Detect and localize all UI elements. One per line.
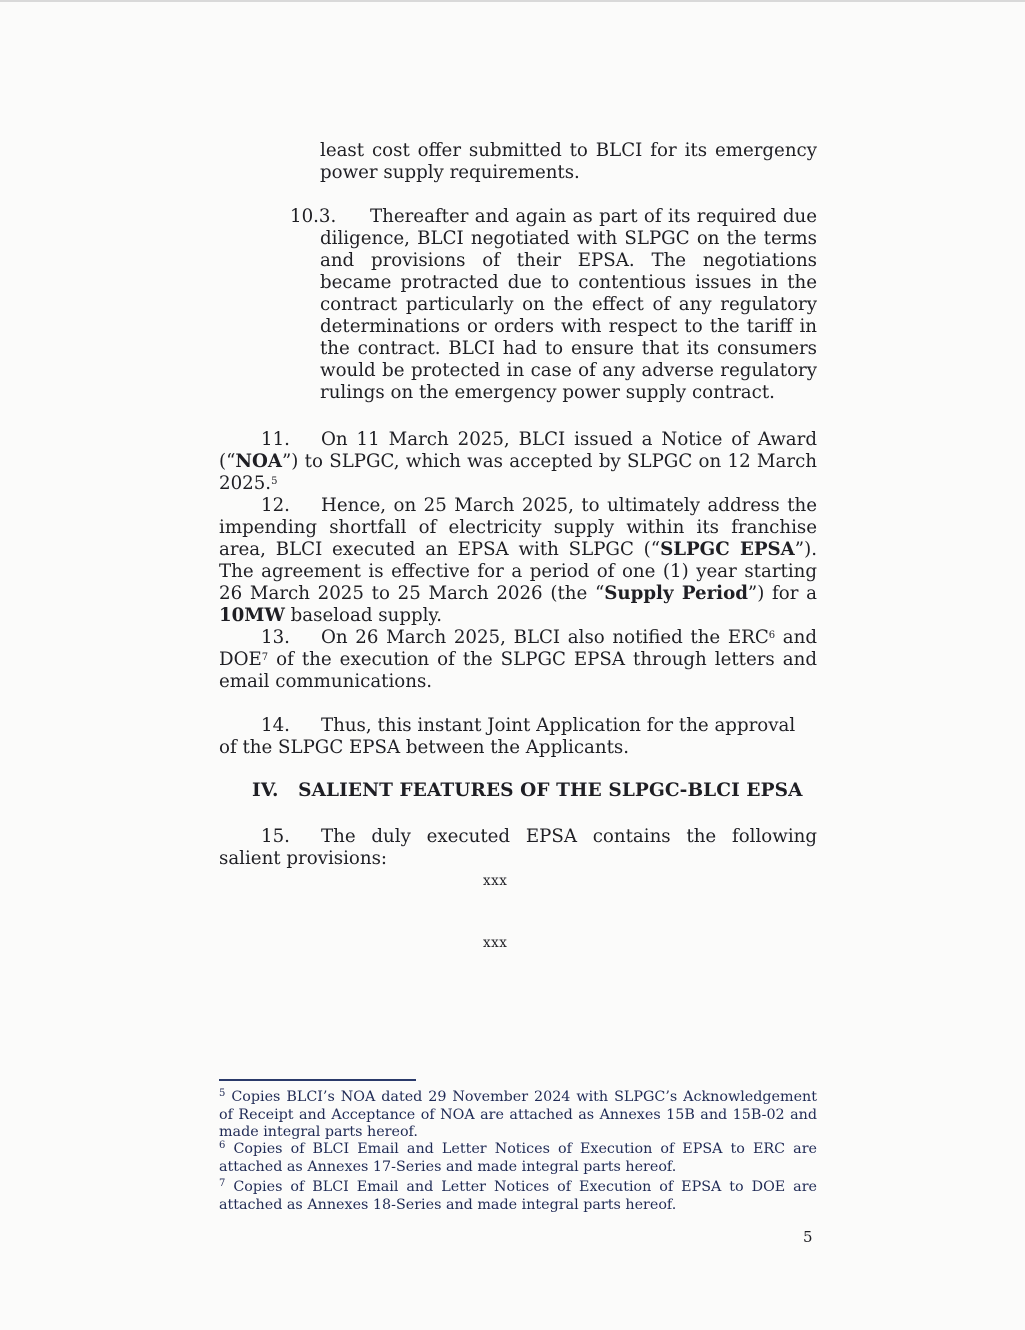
footnote-ref: 5 bbox=[271, 476, 278, 487]
section-heading bbox=[252, 780, 803, 801]
footnote-number: 7 bbox=[219, 1178, 226, 1189]
footnote-text: Copies of BLCI Email and Letter Notices of Execution of EPSA to DOE are attached as Annexes 18-Series and made integral parts hereof. bbox=[219, 1179, 818, 1213]
paragraph-text: On 26 March 2025, BLCI also notified the ERC bbox=[321, 627, 769, 648]
footnote-separator bbox=[219, 1079, 416, 1081]
paragraph-text: Thus, this instant Joint Application for the approval of the SLPGC EPSA between the Applicants. bbox=[219, 715, 796, 758]
section-number: IV. bbox=[252, 780, 279, 801]
section-title: SALIENT FEATURES OF THE SLPGC-BLCI EPSA bbox=[298, 780, 803, 801]
paragraph-text: ”) for a bbox=[747, 583, 817, 604]
paragraph-text: Thereafter and again as part of its required due diligence, BLCI negotiated with SLPGC on the terms and provisions of their EPSA. The negotiations became protracted due to contentious issues in the contract particularly on the effect of any regulatory determinations or orders with respect to the tariff in the contract. BLCI had to ensure that its consumers would be protected in case of any adverse regulatory rulings on the emergency power supply contract. bbox=[320, 206, 817, 403]
paragraph-15 bbox=[219, 826, 817, 870]
paragraph-text: ”). The agreement is effective for a period of one (1) year starting 26 March 2025 to 25 March 2026 (the “ bbox=[219, 539, 817, 604]
capacity-value: 10MW bbox=[219, 605, 285, 626]
paragraph-text: The duly executed EPSA contains the following salient provisions: bbox=[219, 826, 817, 869]
paragraph-number: 11. bbox=[261, 429, 290, 450]
defined-term-noa: NOA bbox=[235, 451, 282, 472]
footnote-7 bbox=[219, 1179, 817, 1214]
footnote-ref: 6 bbox=[768, 630, 776, 641]
paragraph-10-3 bbox=[290, 206, 817, 404]
paragraph-text: baseload supply. bbox=[284, 605, 443, 626]
paragraph-number: 15. bbox=[261, 826, 290, 847]
paragraph-text: On 11 March 2025, BLCI issued a Notice of Award (“ bbox=[219, 429, 817, 472]
footnote-6 bbox=[219, 1141, 817, 1176]
defined-term-slpgc-epsa: SLPGC EPSA bbox=[660, 539, 795, 560]
paragraph-text: Hence, on 25 March 2025, to ultimately address the impending shortfall of electricity supply within its franchise area, BLCI executed an EPSA with SLPGC (“ bbox=[219, 495, 817, 560]
paragraph-10-2-tail: least cost offer submitted to BLCI for its emergency power supply requirements. bbox=[320, 140, 817, 183]
footnote-text: Copies of BLCI Email and Letter Notices of Execution of EPSA to ERC are attached as Annexes 17-Series and made integral parts hereof. bbox=[219, 1141, 817, 1175]
paragraph-number: 14. bbox=[261, 715, 290, 736]
omission-marker: xxx bbox=[483, 935, 508, 951]
paragraph-12 bbox=[219, 495, 817, 627]
paragraph-number: 13. bbox=[261, 627, 290, 648]
paragraph-text: and DOE bbox=[219, 627, 817, 670]
defined-term-supply-period: Supply Period bbox=[604, 583, 748, 604]
paragraph-text: of the execution of the SLPGC EPSA through letters and email communications. bbox=[219, 649, 817, 692]
footnote-ref: 7 bbox=[261, 652, 269, 663]
scan-edge-line bbox=[0, 0, 1025, 2]
paragraph-14 bbox=[219, 715, 817, 759]
paragraph-number: 10.3. bbox=[290, 206, 337, 227]
paragraph-number: 12. bbox=[261, 495, 290, 516]
paragraph-11 bbox=[219, 429, 817, 495]
footnote-5 bbox=[219, 1089, 817, 1142]
paragraph-text: ”) to SLPGC, which was accepted by SLPGC on 12 March 2025. bbox=[219, 451, 817, 494]
footnote-number: 5 bbox=[219, 1088, 226, 1099]
footnote-text: Copies BLCI’s NOA dated 29 November 2024 with SLPGC’s Acknowledgement of Receipt and Acceptance of NOA are attached as Annexes 15B and 15B-02 and made integral parts hereof. bbox=[219, 1089, 817, 1140]
paragraph-13 bbox=[219, 627, 817, 693]
omission-marker: xxx bbox=[483, 873, 508, 889]
page-number: 5 bbox=[803, 1228, 813, 1246]
footnote-number: 6 bbox=[219, 1140, 226, 1151]
